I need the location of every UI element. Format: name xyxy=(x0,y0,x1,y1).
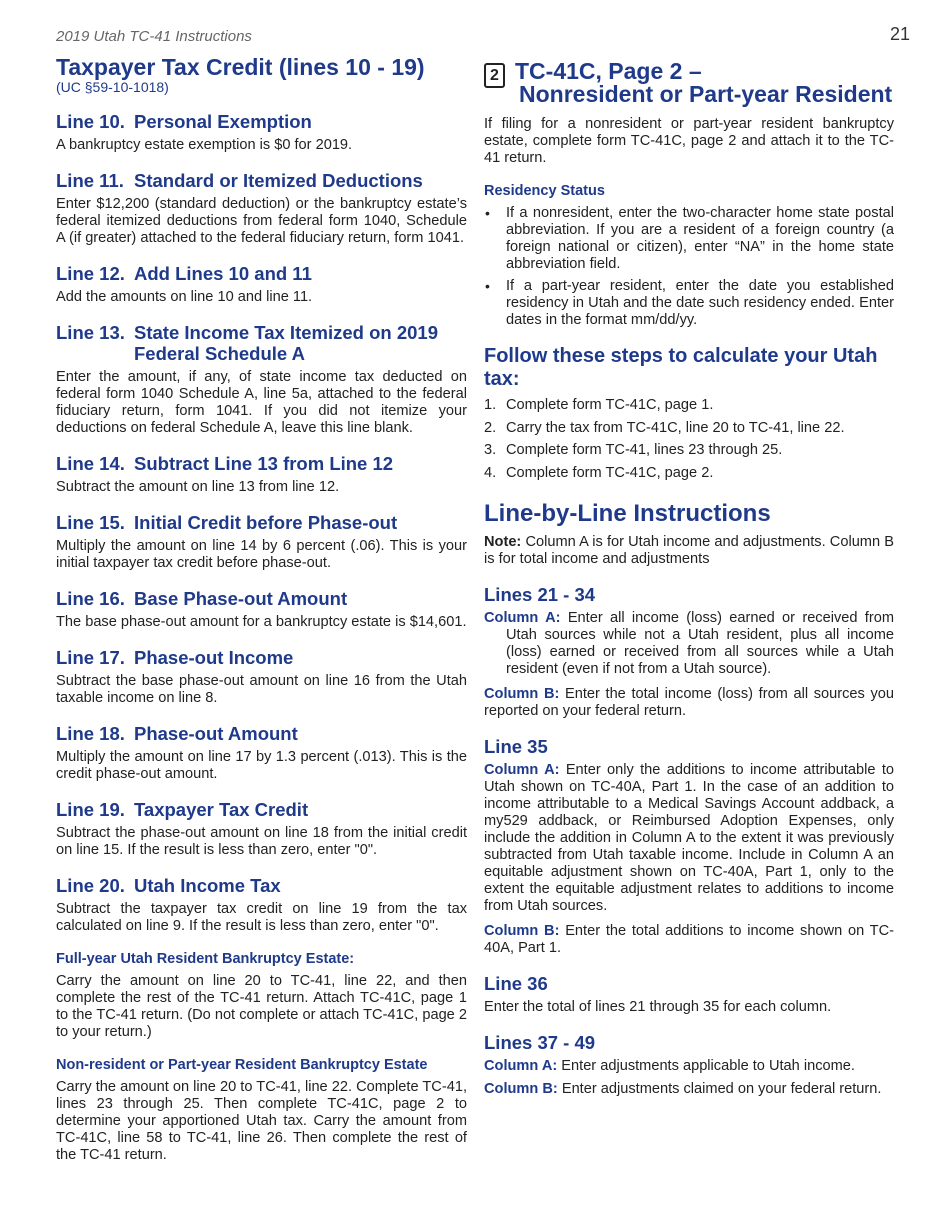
heading-line-by-line: Line-by-Line Instructions xyxy=(484,499,771,527)
lines-21-34-column-b xyxy=(484,686,894,720)
step-text: Complete form TC-41, lines 23 through 25. xyxy=(506,442,783,458)
line-title: Base Phase-out Amount xyxy=(134,588,348,609)
page2-header xyxy=(484,60,894,106)
line-number: Line 10. xyxy=(56,111,125,132)
line-number: Line 11. xyxy=(56,170,124,191)
heading-lines-21-34: Lines 21 - 34 xyxy=(484,583,596,605)
line-number: Line 12. xyxy=(56,263,125,284)
line-number: Line 17. xyxy=(56,647,125,668)
heading-line-16 xyxy=(56,588,467,609)
page2-intro: If filing for a nonresident or part-year resident bankruptcy estate, complete form TC-41C, page 2 and attach it to the TC-41 return. xyxy=(484,116,894,166)
text-non-resident: Carry the amount on line 20 to TC-41, line 22. Complete TC-41, lines 23 through 25. Then complete TC-41C, page 2 to determine your apportioned Utah tax. Carry the amount from TC-41C, line 58 to TC-41, line 26. Then complete the rest of the TC-41 return. xyxy=(56,1079,467,1163)
page2-title-line2: Nonresident or Part-year Resident xyxy=(519,81,893,107)
list-item xyxy=(484,420,894,437)
line-title: Initial Credit before Phase-out xyxy=(134,512,398,533)
line-title: Utah Income Tax xyxy=(134,875,281,896)
column-a-label: Column A: xyxy=(484,609,561,626)
heading-line-13 xyxy=(56,322,467,364)
heading-line-19 xyxy=(56,799,467,820)
page2-title xyxy=(515,60,892,106)
column-b-label: Column B: xyxy=(484,685,560,702)
step-text: Carry the tax from TC-41C, line 20 to TC-41, line 22. xyxy=(506,419,845,436)
line-number: Line 15. xyxy=(56,512,125,533)
heading-line-11 xyxy=(56,170,467,191)
step-number: 3. xyxy=(484,442,497,458)
heading-line-36: Line 36 xyxy=(484,972,548,994)
line-title: Personal Exemption xyxy=(134,111,312,132)
heading-line-35: Line 35 xyxy=(484,735,548,757)
heading-residency-status: Residency Status xyxy=(484,183,605,199)
heading-lines-37-49: Lines 37 - 49 xyxy=(484,1031,596,1053)
page2-title-line1: TC-41C, Page 2 – xyxy=(515,58,702,84)
step-number: 4. xyxy=(484,464,497,481)
list-item xyxy=(484,397,894,414)
page-number: 21 xyxy=(889,24,910,44)
column-b-label: Column B: xyxy=(484,1080,558,1097)
text-line-11: Enter $12,200 (standard deduction) or the bankruptcy estate’s federal itemized deductions from federal form 1040, Schedule A (if greater) attached to the federal fiduciary return, form 1041. xyxy=(56,196,467,246)
list-item: • If a nonresident, enter the two-character home state postal abbreviation. If you are a resident of a foreign country (a foreign national or citizen), enter “NA” in the home state abbreviation field. xyxy=(484,205,894,273)
note-label: Note: xyxy=(484,533,522,550)
left-column xyxy=(56,54,467,1164)
line-36-text: Enter the total of lines 21 through 35 for each column. xyxy=(484,998,832,1015)
column-a-label: Column A: xyxy=(484,1057,558,1074)
line-number: Line 13. xyxy=(56,322,125,343)
text-line-17: Subtract the base phase-out amount on line 16 from the Utah taxable income on line 8. xyxy=(56,673,467,706)
line-number: Line 16. xyxy=(56,588,125,609)
line-title: Add Lines 10 and 11 xyxy=(134,263,312,284)
heading-non-resident: Non-resident or Part-year Resident Bankruptcy Estate xyxy=(56,1057,428,1073)
line-number: Line 18. xyxy=(56,723,125,744)
text-line-15: Multiply the amount on line 14 by 6 percent (.06). This is your initial taxpayer tax credit before phase-out. xyxy=(56,538,467,571)
heading-line-10 xyxy=(56,111,467,132)
heading-line-15 xyxy=(56,512,467,533)
line-title: Standard or Itemized Deductions xyxy=(134,170,423,191)
line-35-column-a xyxy=(484,762,894,915)
steps-list xyxy=(484,397,894,482)
heading-line-17 xyxy=(56,647,467,668)
heading-full-year-resident: Full-year Utah Resident Bankruptcy Estate: xyxy=(56,951,355,967)
list-item xyxy=(484,465,894,482)
lines-21-34-column-a xyxy=(484,610,894,678)
column-b-text: Enter adjustments claimed on your federal return. xyxy=(557,1080,882,1097)
line-title: Phase-out Amount xyxy=(134,723,298,744)
column-b-label: Column B: xyxy=(484,922,560,939)
step-text: Complete form TC-41C, page 2. xyxy=(506,464,714,481)
page-2-icon: 2 xyxy=(484,63,505,88)
column-b-text: Enter the total additions to income shown on TC-40A, Part 1. xyxy=(484,922,894,956)
text-line-16: The base phase-out amount for a bankruptcy estate is $14,601. xyxy=(56,614,467,630)
line-title: Subtract Line 13 from Line 12 xyxy=(134,453,394,474)
text-line-10: A bankruptcy estate exemption is $0 for 2019. xyxy=(56,137,353,153)
step-number: 2. xyxy=(484,419,497,436)
line-title: Taxpayer Tax Credit xyxy=(134,799,309,820)
line-number: Line 14. xyxy=(56,453,125,474)
residency-bullet-list xyxy=(484,205,894,329)
text-line-19: Subtract the phase-out amount on line 18 from the initial credit on line 15. If the result is less than zero, enter "0". xyxy=(56,825,467,858)
heading-follow-steps: Follow these steps to calculate your Utah tax: xyxy=(484,345,878,390)
line-title: Phase-out Income xyxy=(134,647,294,668)
heading-line-18 xyxy=(56,723,467,744)
line-number: Line 19. xyxy=(56,799,125,820)
line-title-continued: Federal Schedule A xyxy=(134,343,306,364)
step-text: Complete form TC-41C, page 1. xyxy=(506,397,714,413)
text-line-12: Add the amounts on line 10 and line 11. xyxy=(56,289,313,305)
line-title: State Income Tax Itemized on 2019 xyxy=(134,322,438,343)
column-b-text: Enter the total income (loss) from all sources you reported on your federal return. xyxy=(484,685,894,719)
lines-37-49-column-b xyxy=(484,1081,894,1098)
column-a-text: Enter all income (loss) earned or received from Utah sources while not a Utah resident, plus all income (loss) earned or received from all sources while a Utah resident (even if not from a Utah source). xyxy=(506,609,894,677)
running-header: 2019 Utah TC-41 Instructions xyxy=(56,28,252,45)
text-line-14: Subtract the amount on line 13 from line 12. xyxy=(56,479,340,495)
statute-citation: (UC §59-10-1018) xyxy=(56,79,169,95)
column-a-text: Enter only the additions to income attributable to Utah shown on TC-40A, Part 1. In the case of an addition to income attributable to a Medical Savings Account addback, a my529 addback, or Reimbursed Adoption Expenses, only include the addition in Column A to the extent it was previously subtracted from Utah taxable income. Include in Column A an equitable adjustment shown on TC-40A, Part 1, only to the extent the equitable adjustment relates to additions to income from Utah sources. xyxy=(484,761,894,914)
column-a-text: Enter adjustments applicable to Utah income. xyxy=(557,1057,855,1074)
text-line-13: Enter the amount, if any, of state income tax deducted on federal form 1040 Schedule A, line 5a, attached to the federal fiduciary return, form 1041. If you did not itemize your deductions on federal Schedule A, leave this line blank. xyxy=(56,369,467,436)
note-text: Column A is for Utah income and adjustments. Column B is for total income and adjustments xyxy=(484,533,894,567)
lines-37-49-column-a xyxy=(484,1058,894,1075)
heading-line-20 xyxy=(56,875,467,896)
text-full-year-resident: Carry the amount on line 20 to TC-41, line 22, and then complete the rest of the TC-41 return. Attach TC-41C, page 1 to the TC-41 return. (Do not complete or attach TC-41C, page 2 to your return.) xyxy=(56,973,467,1040)
text-line-20: Subtract the taxpayer tax credit on line 19 from the tax calculated on line 9. If the result is less than zero, enter "0". xyxy=(56,901,467,934)
line-number: Line 20. xyxy=(56,875,125,896)
step-number: 1. xyxy=(484,397,497,413)
section-title-taxpayer-credit: Taxpayer Tax Credit (lines 10 - 19) xyxy=(56,54,425,80)
column-a-label: Column A: xyxy=(484,761,560,778)
line-35-column-b xyxy=(484,923,894,957)
note-paragraph xyxy=(484,534,894,568)
list-item xyxy=(484,442,894,459)
heading-line-14 xyxy=(56,453,467,474)
heading-line-12 xyxy=(56,263,467,284)
text-line-18: Multiply the amount on line 17 by 1.3 percent (.013). This is the credit phase-out amount. xyxy=(56,749,467,782)
list-item: • If a part-year resident, enter the date you established residency in Utah and the date such residency ended. Enter dates in the format mm/dd/yy. xyxy=(484,278,894,329)
right-column xyxy=(484,60,894,1098)
